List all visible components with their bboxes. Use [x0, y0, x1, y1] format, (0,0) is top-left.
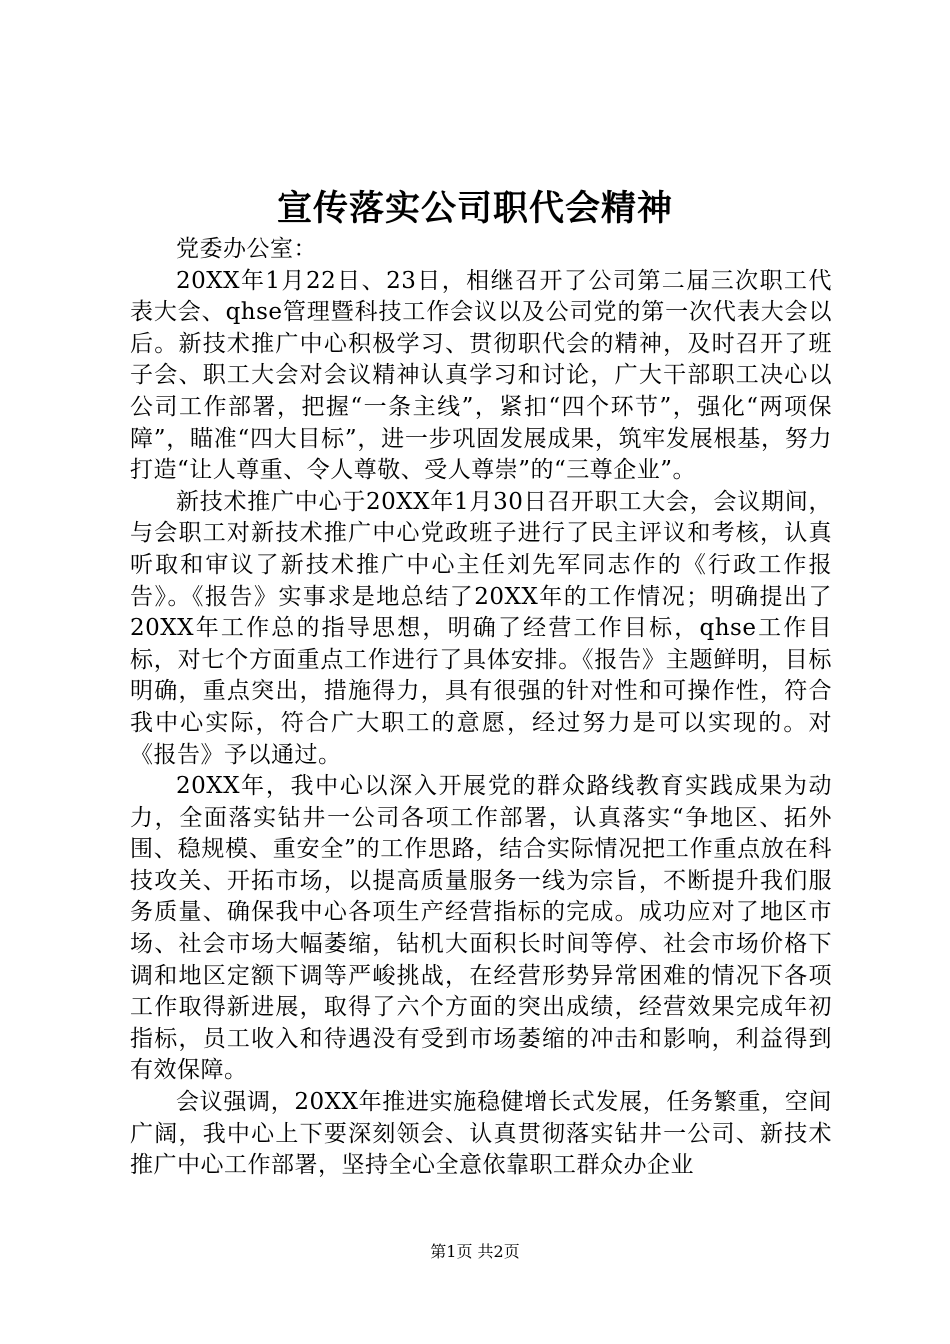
paragraph-3: 20XX年，我中心以深入开展党的群众路线教育实践成果为动力，全面落实钻井一公司各项工作部署，认真落实“争地区、拓外围、稳规模、重安全”的工作思路，结合实际情况把工作重点放在科技攻关、开拓市场，以提高质量服务一线为宗旨，不断提升我们服务质量、确保我中心各项生产经营指标的完成。成功应对了地区市场、社会市场大幅萎缩，钻机大面积长时间等停、社会市场价格下调和地区定额下调等严峻挑战，在经营形势异常困难的情况下各项工作取得新进展，取得了六个方面的突出成绩，经营效果完成年初指标，员工收入和待遇没有受到市场萎缩的冲击和影响，利益得到有效保障。	[130, 773, 832, 1084]
page-number-footer: 第1页 共2页	[430, 1242, 520, 1261]
document-body	[130, 234, 832, 1182]
paragraph-1: 20XX年1月22日、23日，相继召开了公司第二届三次职工代表大会、qhse管理暨科技工作会议以及公司党的第一次代表大会以后。新技术推广中心积极学习、贯彻职代会的精神，及时召开了班子会、职工大会对会议精神认真学习和讨论，广大干部职工决心以公司工作部署，把握“一条主线”，紧扣“四个环节”，强化“两项保障”，瞄准“四大目标”，进一步巩固发展成果，筑牢发展根基，努力打造“让人尊重、令人尊敬、受人尊崇”的“三尊企业”。	[130, 267, 832, 484]
document-title: 宣传落实公司职代会精神	[276, 188, 673, 229]
salutation: 党委办公室：	[176, 236, 317, 262]
paragraph-2: 新技术推广中心于20XX年1月30日召开职工大会，会议期间，与会职工对新技术推广中心党政班子进行了民主评议和考核，认真听取和审议了新技术推广中心主任刘先军同志作的《行政工作报告》。《报告》实事求是地总结了20XX年的工作情况；明确提出了20XX年工作总的指导思想，明确了经营工作目标，qhse工作目标，对七个方面重点工作进行了具体安排。《报告》主题鲜明，目标明确，重点突出，措施得力，具有很强的针对性和可操作性，符合我中心实际，符合广大职工的意愿，经过努力是可以实现的。对《报告》予以通过。	[130, 488, 832, 768]
paragraph-4: 会议强调，20XX年推进实施稳健增长式发展，任务繁重，空间广阔，我中心上下要深刻领会、认真贯彻落实钻井一公司、新技术推广中心工作部署，坚持全心全意依靠职工群众办企业	[130, 1089, 832, 1179]
